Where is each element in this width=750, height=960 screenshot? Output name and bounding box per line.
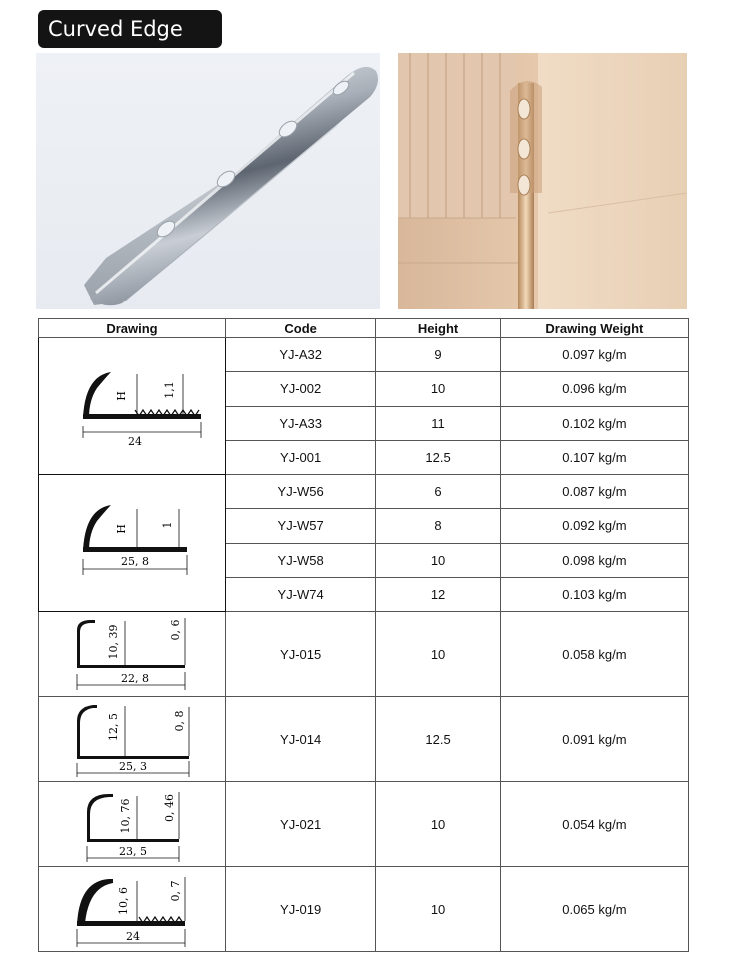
header-drawing: Drawing xyxy=(39,319,226,338)
drawing-width-label: 24 xyxy=(126,930,140,943)
drawing-height-label: 10, 39 xyxy=(107,624,120,660)
cell-height: 12.5 xyxy=(376,697,501,782)
cell-weight: 0.103 kg/m xyxy=(500,577,688,611)
drawing-thickness-label: 1 xyxy=(161,521,174,529)
page-title: Curved Edge xyxy=(38,10,222,48)
cell-height: 10 xyxy=(376,867,501,952)
drawing-thickness-label: 0, 6 xyxy=(169,619,182,641)
table-row xyxy=(39,867,689,952)
cell-weight: 0.098 kg/m xyxy=(500,543,688,577)
profile-drawing-yj019 xyxy=(39,867,226,952)
drawing-height-label: H xyxy=(115,391,128,401)
drawing-height-label: 12, 5 xyxy=(107,713,120,741)
header-weight: Drawing Weight xyxy=(500,319,688,338)
cell-weight: 0.065 kg/m xyxy=(500,867,688,952)
cell-weight: 0.091 kg/m xyxy=(500,697,688,782)
drawing-width-label: 24 xyxy=(128,435,142,448)
drawing-thickness-label: 0, 8 xyxy=(173,710,186,732)
cell-height: 10 xyxy=(376,782,501,867)
cell-code: YJ-015 xyxy=(226,612,376,697)
cell-height: 8 xyxy=(376,509,501,543)
cell-height: 10 xyxy=(376,543,501,577)
drawing-width-label: 22, 8 xyxy=(121,672,149,685)
drawing-height-label: 10, 6 xyxy=(117,887,130,915)
cell-weight: 0.092 kg/m xyxy=(500,509,688,543)
cell-weight: 0.087 kg/m xyxy=(500,475,688,509)
drawing-thickness-label: 0, 7 xyxy=(169,880,182,902)
profile-drawing-yj014 xyxy=(39,697,226,782)
cell-code: YJ-W58 xyxy=(226,543,376,577)
cell-code: YJ-W56 xyxy=(226,475,376,509)
cell-height: 10 xyxy=(376,612,501,697)
cell-code: YJ-021 xyxy=(226,782,376,867)
cell-code: YJ-019 xyxy=(226,867,376,952)
drawing-thickness-label: 0, 46 xyxy=(163,794,176,822)
cell-weight: 0.097 kg/m xyxy=(500,338,688,372)
cell-code: YJ-001 xyxy=(226,440,376,474)
product-photo-chrome-trim xyxy=(36,53,380,309)
product-photo-installed-trim xyxy=(398,53,687,309)
profile-drawing-yj021 xyxy=(39,782,226,867)
cell-height: 12.5 xyxy=(376,440,501,474)
drawing-thickness-label: 1,1 xyxy=(163,381,176,399)
table-row xyxy=(39,612,689,697)
cell-code: YJ-002 xyxy=(226,372,376,406)
profile-drawing-group2 xyxy=(39,475,226,612)
cell-code: YJ-W74 xyxy=(226,577,376,611)
profile-drawing-yj015 xyxy=(39,612,226,697)
drawing-width-label: 23, 5 xyxy=(119,845,147,858)
cell-height: 6 xyxy=(376,475,501,509)
cell-height: 10 xyxy=(376,372,501,406)
cell-height: 11 xyxy=(376,406,501,440)
cell-weight: 0.107 kg/m xyxy=(500,440,688,474)
spec-table xyxy=(38,318,689,952)
drawing-height-label: 10, 76 xyxy=(119,798,132,834)
header-height: Height xyxy=(376,319,501,338)
cell-code: YJ-W57 xyxy=(226,509,376,543)
table-row xyxy=(39,782,689,867)
cell-weight: 0.054 kg/m xyxy=(500,782,688,867)
cell-code: YJ-014 xyxy=(226,697,376,782)
drawing-width-label: 25, 3 xyxy=(119,760,147,773)
table-header-row xyxy=(39,319,689,338)
drawing-width-label: 25, 8 xyxy=(121,555,149,568)
cell-weight: 0.102 kg/m xyxy=(500,406,688,440)
table-row xyxy=(39,338,689,372)
profile-drawing-group1 xyxy=(39,338,226,475)
cell-weight: 0.058 kg/m xyxy=(500,612,688,697)
table-row xyxy=(39,475,689,509)
table-row xyxy=(39,697,689,782)
cell-code: YJ-A33 xyxy=(226,406,376,440)
cell-weight: 0.096 kg/m xyxy=(500,372,688,406)
cell-code: YJ-A32 xyxy=(226,338,376,372)
cell-height: 12 xyxy=(376,577,501,611)
cell-height: 9 xyxy=(376,338,501,372)
header-code: Code xyxy=(226,319,376,338)
drawing-height-label: H xyxy=(115,524,128,534)
